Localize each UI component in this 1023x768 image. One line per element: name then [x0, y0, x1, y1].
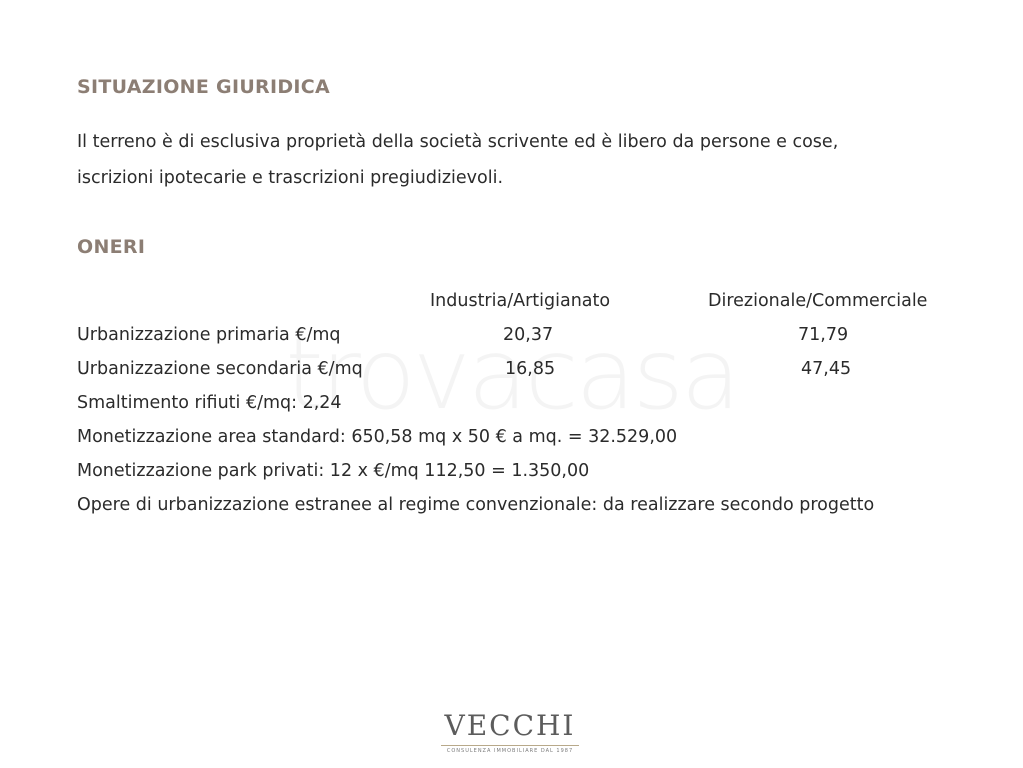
logo-name: VECCHI	[444, 709, 576, 742]
row-value-industria: 16,85	[505, 359, 556, 379]
section-heading-situazione: SITUAZIONE GIURIDICA	[77, 76, 331, 98]
situazione-paragraph	[77, 124, 977, 196]
oneri-line-area-standard: Monetizzazione area standard: 650,58 mq x 50 € a mq. = 32.529,00	[77, 427, 678, 447]
section-heading-oneri: ONERI	[77, 236, 146, 258]
company-logo	[435, 710, 585, 754]
col-header-industria: Industria/Artigianato	[430, 291, 611, 311]
logo-divider	[441, 745, 579, 746]
row-value-direzionale: 47,45	[801, 359, 852, 379]
row-label: Urbanizzazione primaria €/mq	[77, 325, 341, 345]
col-header-direzionale: Direzionale/Commerciale	[708, 291, 928, 311]
row-value-industria: 20,37	[503, 325, 554, 345]
row-label: Urbanizzazione secondaria €/mq	[77, 359, 363, 379]
row-value-direzionale: 71,79	[798, 325, 849, 345]
oneri-line-smaltimento: Smaltimento rifiuti €/mq: 2,24	[77, 393, 342, 413]
oneri-line-opere: Opere di urbanizzazione estranee al regime convenzionale: da realizzare secondo progetto	[77, 495, 875, 515]
situazione-line-1: Il terreno è di esclusiva proprietà della società scrivente ed è libero da persone e cose,	[77, 132, 839, 152]
oneri-line-park-privati: Monetizzazione park privati: 12 x €/mq 112,50 = 1.350,00	[77, 461, 590, 481]
logo-tagline: CONSULENZA IMMOBILIARE DAL 1987	[446, 748, 574, 754]
situazione-line-2: iscrizioni ipotecarie e trascrizioni pregiudizievoli.	[77, 168, 504, 188]
